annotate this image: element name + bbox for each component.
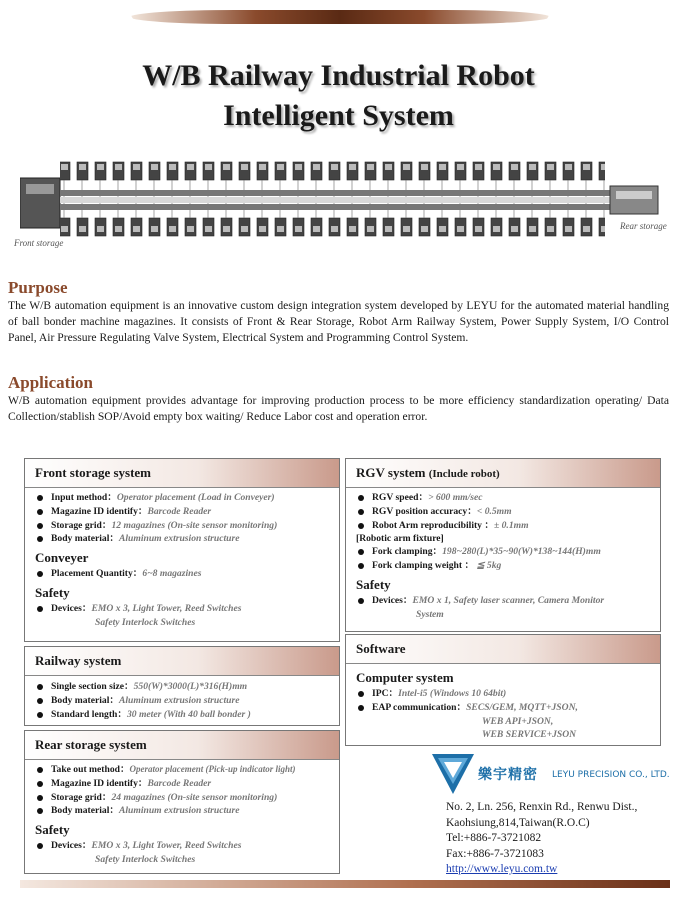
bottom-decorative-bar: [20, 880, 670, 888]
rgv-list: [346, 491, 660, 532]
safety-heading: Safety: [356, 576, 391, 592]
list-item: Storage grid：24 magazines (On-site sensor monitoring): [35, 791, 339, 805]
rear-storage-list: [25, 763, 339, 818]
rear-storage-panel: [24, 730, 340, 874]
conveyer-heading: Conveyer: [35, 550, 89, 566]
safety-list: [25, 602, 339, 630]
purpose-text: The W/B automation equipment is an innovative custom design integration system developed by LEYU for the automated material handling of ball bonder machine magazines. It consists of Front & Rear Storage, Robot Arm Railway System, Power Supply System, I/O Control Panel, Air Pressure Regulating Valve System, Electrical System and Programming Control System.: [8, 299, 669, 344]
railway-list: [25, 680, 339, 721]
list-item: Standard length：30 meter (With 40 ball bonder ): [35, 708, 339, 722]
safety-list: [346, 594, 660, 622]
page-title-line2: Intelligent System: [223, 99, 454, 132]
list-item: Body material：Aluminum extrusion structure: [35, 694, 339, 708]
list-item: Single section size：550(W)*3000(L)*316(H)mm: [35, 680, 339, 694]
company-address-block: [446, 800, 637, 878]
rgv-title: RGV system (Include robot): [346, 459, 660, 488]
safety-list: [25, 839, 339, 867]
rear-storage-title: Rear storage system: [25, 731, 339, 760]
list-item: RGV position accuracy：< 0.5mm: [356, 505, 660, 519]
list-item: Body material：Aluminum extrusion structure: [35, 804, 339, 818]
address-line2: Kaohsiung,814,Taiwan(R.O.C): [446, 816, 590, 829]
list-item: Devices：EMO x 1, Safety laser scanner, Camera Monitor System: [356, 594, 660, 622]
rgv-panel: [345, 458, 661, 632]
fixture-list: [346, 545, 660, 573]
rear-storage-caption: Rear storage: [620, 221, 667, 231]
list-item: Magazine ID identify：Barcode Reader: [35, 505, 339, 519]
front-storage-list: [25, 491, 339, 546]
company-logo-icon: [432, 754, 474, 794]
list-item: RGV speed：> 600 mm/sec: [356, 491, 660, 505]
computer-system-heading: Computer system: [356, 670, 454, 685]
software-list: [346, 687, 660, 742]
purpose-heading: Purpose: [8, 278, 68, 297]
front-storage-panel: [24, 458, 340, 642]
front-storage-title: Front storage system: [25, 459, 339, 488]
software-panel: [345, 634, 661, 746]
telephone: Tel:+886-7-3721082: [446, 832, 542, 844]
fixture-label: [Robotic arm fixture]: [356, 533, 444, 545]
application-text: W/B automation equipment provides advantage for improving production process to be more efficiency standardization operating/ Data Collection/stablish SOP/Avoid empty box waiting/ Reduce Labor cost and operation error.: [8, 394, 669, 423]
company-name-chinese: 樂宇精密: [478, 767, 538, 783]
company-name-english: LEYU PRECISION CO., LTD.: [552, 770, 670, 780]
safety-heading: Safety: [35, 584, 70, 600]
list-item: Magazine ID identify：Barcode Reader: [35, 777, 339, 791]
list-item: Devices：EMO x 3, Light Tower, Reed Switches Safety Interlock Switches: [35, 839, 339, 867]
fax: Fax:+886-7-3721083: [446, 847, 544, 860]
front-storage-caption: Front storage: [14, 238, 64, 248]
list-item: IPC：Intel-i5 (Windows 10 64bit): [356, 687, 660, 701]
website-link[interactable]: http://www.leyu.com.tw: [446, 863, 558, 875]
address-line1: No. 2, Ln. 256, Renxin Rd., Renwu Dist.,: [446, 801, 638, 813]
list-item: Placement Quantity：6~8 magazines: [35, 567, 339, 581]
railway-panel: [24, 646, 340, 726]
safety-heading: Safety: [35, 822, 70, 838]
list-item: Storage grid：12 magazines (On-site sensor monitoring): [35, 519, 339, 533]
list-item: Input method：Operator placement (Load in Conveyer): [35, 491, 339, 505]
software-title: Software: [346, 635, 660, 664]
railway-robot-illustration: [20, 160, 660, 240]
list-item: Devices：EMO x 3, Light Tower, Reed Switches Safety Interlock Switches: [35, 602, 339, 630]
list-item: Body material：Aluminum extrusion structure: [35, 532, 339, 546]
top-decorative-bar: [130, 10, 550, 24]
railway-title: Railway system: [25, 647, 339, 676]
application-heading: Application: [8, 373, 94, 392]
list-item: Fork clamping weight ： ≦ 5kg: [356, 559, 660, 573]
list-item: EAP communication：SECS/GEM, MQTT+JSON, WEB API+JSON, WEB SERVICE+JSON: [356, 701, 660, 742]
list-item: Robot Arm reproducibility ：± 0.1mm: [356, 519, 660, 533]
list-item: Fork clamping：198~280(L)*35~90(W)*138~144(H)mm: [356, 545, 660, 559]
page-title: W/B Railway Industrial Robot: [142, 59, 535, 92]
conveyer-list: [25, 567, 339, 581]
list-item: Take out method：Operator placement (Pick-up indicator light): [35, 763, 339, 777]
